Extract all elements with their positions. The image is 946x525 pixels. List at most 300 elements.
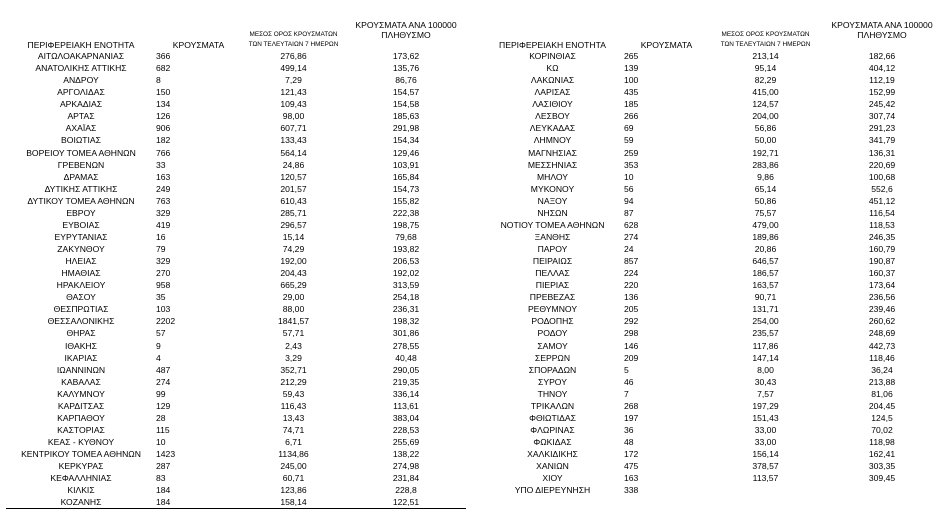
- cases-cell: 115: [156, 424, 170, 435]
- region-name-cell: ΒΟΡΕΙΟΥ ΤΟΜΕΑ ΑΘΗΝΩΝ: [26, 147, 136, 158]
- table-row: [481, 159, 942, 171]
- region-name-cell: ΠΙΕΡΙΑΣ: [535, 280, 570, 291]
- table-row: [481, 279, 942, 291]
- region-name-cell: ΠΡΕΒΕΖΑΣ: [529, 292, 576, 303]
- rate-per-100k-cell: 124,5: [871, 412, 893, 423]
- avg-7day-cell: 74,71: [282, 424, 305, 435]
- cases-cell: 287: [156, 461, 171, 472]
- cases-cell: 46: [624, 376, 634, 387]
- cases-cell: 103: [156, 304, 171, 315]
- rate-per-100k-cell: 239,46: [868, 304, 896, 315]
- rate-per-100k-cell: 155,82: [392, 195, 420, 206]
- cases-cell: 16: [156, 231, 166, 242]
- rate-per-100k-cell: 404,12: [868, 63, 896, 74]
- cases-cell: 9: [156, 340, 161, 351]
- avg-7day-cell: 378,57: [752, 461, 779, 472]
- region-name-cell: ΘΗΡΑΣ: [66, 328, 96, 339]
- rate-per-100k-cell: 154,57: [392, 87, 420, 98]
- table-row: [6, 291, 466, 303]
- avg-7day-cell: 7,29: [285, 75, 302, 86]
- region-name-cell: ΜΕΣΣΗΝΙΑΣ: [527, 159, 578, 170]
- table-row: [6, 255, 466, 267]
- region-name-cell: ΝΟΤΙΟΥ ΤΟΜΕΑ ΑΘΗΝΩΝ: [500, 219, 605, 230]
- region-name-cell: ΦΛΩΡΙΝΑΣ: [530, 424, 575, 435]
- region-name-cell: ΚΙΛΚΙΣ: [67, 485, 95, 496]
- region-name-cell: ΤΗΝΟΥ: [537, 388, 568, 399]
- rate-per-100k-cell: 442,73: [868, 340, 896, 351]
- avg-header-line1: ΜΕΣΟΣ ΟΡΟΣ ΚΡΟΥΣΜΑΤΩΝ: [249, 31, 338, 38]
- table-row: [481, 340, 942, 352]
- region-name-cell: ΚΟΖΑΝΗΣ: [6, 496, 156, 509]
- avg-7day-cell: 116,43: [280, 400, 307, 411]
- rate-per-100k-cell: 213,88: [868, 376, 896, 387]
- table-row: [6, 134, 466, 146]
- avg-7day-cell: 1134,86: [278, 449, 309, 460]
- cases-cell: 35: [156, 292, 166, 303]
- cases-cell: 292: [624, 316, 639, 327]
- cases-cell: 99: [156, 388, 166, 399]
- rate-per-100k-cell: 290,05: [392, 364, 420, 375]
- table-row: [481, 195, 942, 207]
- cases-cell: 10: [624, 171, 634, 182]
- region-name-cell: ΧΑΝΙΩΝ: [536, 461, 569, 472]
- cases-cell: 487: [156, 364, 171, 375]
- avg-7day-cell: 186,57: [752, 268, 779, 279]
- cases-cell: 197: [624, 412, 639, 423]
- rate-per-100k-cell: 255,69: [392, 437, 420, 448]
- cases-cell: 184: [156, 496, 241, 509]
- rate-per-100k-cell: 36,24: [871, 364, 893, 375]
- cases-cell: 8: [156, 75, 161, 86]
- avg-7day-cell: 95,14: [754, 63, 777, 74]
- rate-per-100k-cell: 291,98: [392, 123, 420, 134]
- region-name-cell: ΚΑΒΑΛΑΣ: [61, 376, 101, 387]
- avg-7day-cell: 254,00: [752, 316, 779, 327]
- avg-7day-cell: 90,71: [754, 292, 777, 303]
- rate-per-100k-cell: 341,79: [868, 135, 896, 146]
- rate-per-100k-cell: 118,53: [869, 219, 895, 230]
- table-row: [6, 400, 466, 412]
- cases-column-header: ΚΡΟΥΣΜΑΤΑ: [172, 40, 225, 50]
- cases-cell: 24: [624, 244, 634, 255]
- avg-7day-cell: 121,43: [280, 87, 307, 98]
- avg-7day-cell: 276,86: [280, 51, 307, 62]
- region-name-cell: ΞΑΝΘΗΣ: [534, 231, 571, 242]
- rate-per-100k-cell: 185,63: [392, 111, 420, 122]
- region-name-cell: ΑΡΚΑΔΙΑΣ: [59, 99, 103, 110]
- cases-cell: 163: [624, 473, 639, 484]
- region-name-cell: ΑΙΤΩΛΟΑΚΑΡΝΑΝΙΑΣ: [37, 51, 125, 62]
- avg-7day-cell: 124,57: [752, 99, 779, 110]
- cases-cell: 338: [624, 485, 639, 496]
- table-row: [481, 98, 942, 110]
- cases-cell: 857: [624, 256, 639, 267]
- table-row: [481, 207, 942, 219]
- cases-cell: 69: [624, 123, 634, 134]
- table-row: [481, 231, 942, 243]
- cases-cell: 329: [156, 256, 171, 267]
- table-row: [6, 50, 466, 62]
- table-row: [481, 255, 942, 267]
- region-name-cell: ΦΘΙΩΤΙΔΑΣ: [529, 412, 576, 423]
- avg-7day-cell: 163,57: [752, 280, 779, 291]
- rate-per-100k-cell: 136,31: [868, 147, 896, 158]
- region-name-cell: ΚΟΡΙΝΘΙΑΣ: [529, 51, 576, 62]
- rate-header-line1: ΚΡΟΥΣΜΑΤΑ ΑΝΑ 100000: [831, 20, 933, 30]
- cases-cell: 220: [624, 280, 639, 291]
- rate-per-100k-cell: 220,69: [868, 159, 896, 170]
- rate-per-100k-cell: 254,18: [392, 292, 420, 303]
- table-row: [481, 110, 942, 122]
- cases-cell: 682: [156, 63, 171, 74]
- avg-7day-cell: 610,43: [280, 195, 307, 206]
- rate-per-100k-cell: 222,38: [392, 207, 420, 218]
- cases-cell: 56: [624, 183, 634, 194]
- region-name-cell: ΣΑΜΟΥ: [537, 340, 568, 351]
- cases-cell: 209: [624, 352, 639, 363]
- avg-7day-cell: 109,43: [280, 99, 307, 110]
- table-row: [481, 412, 942, 424]
- cases-cell: 266: [624, 111, 639, 122]
- region-name-cell: ΔΡΑΜΑΣ: [63, 171, 99, 182]
- region-name-cell: ΑΡΤΑΣ: [67, 111, 95, 122]
- table-row: [6, 195, 466, 207]
- cases-cell: 2202: [156, 316, 176, 327]
- cases-cell: 475: [624, 461, 639, 472]
- table-row: [481, 134, 942, 146]
- avg-7day-cell: 29,00: [282, 292, 305, 303]
- avg-7day-cell: 33,00: [754, 437, 777, 448]
- avg-7day-cell: 204,43: [280, 268, 307, 279]
- cases-cell: 48: [624, 437, 634, 448]
- cases-cell: 163: [156, 171, 171, 182]
- avg-7day-cell: 201,57: [280, 183, 307, 194]
- table-row: [481, 400, 942, 412]
- region-name-cell: ΡΟΔΟΥ: [537, 328, 568, 339]
- rate-per-100k-cell: 206,53: [392, 256, 420, 267]
- avg-7day-column-header: [241, 0, 346, 50]
- avg-7day-cell: 213,14: [752, 51, 779, 62]
- table-row: [6, 315, 466, 327]
- avg-7day-cell: 189,86: [752, 231, 779, 242]
- avg-header-line2: ΤΩΝ ΤΕΛΕΥΤΑΙΩΝ 7 ΗΜΕΡΩΝ: [248, 41, 339, 48]
- cases-column-header: ΚΡΟΥΣΜΑΤΑ: [640, 40, 693, 50]
- avg-7day-cell: 117,86: [752, 340, 779, 351]
- region-name-cell: ΗΛΕΙΑΣ: [65, 256, 97, 267]
- rate-per-100k-cell: 246,35: [868, 231, 896, 242]
- rate-per-100k-cell: 118,98: [869, 437, 895, 448]
- rate-per-100k-cell: 173,64: [868, 280, 896, 291]
- avg-7day-cell: 245,00: [280, 461, 307, 472]
- rate-per-100k-cell: 245,42: [868, 99, 896, 110]
- left-table-header: [6, 0, 466, 50]
- cases-cell: 259: [624, 147, 639, 158]
- region-name-cell: ΘΕΣΣΑΛΟΝΙΚΗΣ: [47, 316, 115, 327]
- rate-per-100k-cell: 236,31: [392, 304, 420, 315]
- rate-per-100k-cell: 70,02: [871, 424, 893, 435]
- table-row: [481, 436, 942, 448]
- avg-7day-cell: 158,14: [241, 496, 346, 509]
- table-row: [6, 74, 466, 86]
- rate-per-100k-cell: 190,87: [868, 256, 896, 267]
- region-name-cell: ΔΥΤΙΚΟΥ ΤΟΜΕΑ ΑΘΗΝΩΝ: [27, 195, 135, 206]
- rate-per-100k-cell: 79,68: [395, 231, 417, 242]
- rate-per-100k-cell: 274,98: [392, 461, 420, 472]
- table-row: [481, 460, 942, 472]
- table-row: [481, 86, 942, 98]
- rate-per-100k-cell: 309,45: [868, 473, 896, 484]
- rate-per-100k-cell: 204,45: [868, 400, 896, 411]
- table-row: [481, 388, 942, 400]
- cases-cell: 298: [624, 328, 639, 339]
- avg-7day-cell: 13,43: [282, 412, 305, 423]
- rate-per-100k-cell: 451,12: [868, 195, 896, 206]
- rate-per-100k-cell: 129,46: [392, 147, 420, 158]
- avg-7day-cell: 88,00: [282, 304, 305, 315]
- avg-7day-cell: 56,86: [754, 123, 777, 134]
- avg-7day-cell: 1841,57: [277, 316, 310, 327]
- table-row: [6, 460, 466, 472]
- rate-per-100k-cell: 165,84: [392, 171, 420, 182]
- table-row: [6, 110, 466, 122]
- rate-per-100k-cell: 173,62: [392, 51, 420, 62]
- cases-cell: 59: [624, 135, 634, 146]
- region-name-cell: ΚΕΦΑΛΛΗΝΙΑΣ: [50, 473, 112, 484]
- region-name-cell: ΥΠΟ ΔΙΕΡΕΥΝΗΣΗ: [514, 485, 591, 496]
- rate-per-100k-cell: 81,06: [871, 388, 893, 399]
- rate-per-100k-cell: 113,61: [393, 400, 419, 411]
- cases-cell: 270: [156, 268, 171, 279]
- avg-7day-cell: 479,00: [752, 219, 779, 230]
- table-row: [6, 159, 466, 171]
- cases-cell: 766: [156, 147, 171, 158]
- rate-per-100k-cell: 248,69: [868, 328, 896, 339]
- avg-7day-cell: [709, 484, 822, 496]
- avg-7day-cell: 352,71: [280, 364, 307, 375]
- region-name-cell: ΗΡΑΚΛΕΙΟΥ: [56, 280, 106, 291]
- table-row: [6, 376, 466, 388]
- table-row: [481, 291, 942, 303]
- table-row: [481, 376, 942, 388]
- region-name-cell: ΚΑΣΤΟΡΙΑΣ: [57, 424, 105, 435]
- region-name-cell: ΡΕΘΥΜΝΟΥ: [527, 304, 578, 315]
- rate-header-line2: ΠΛΗΘΥΣΜΟ: [857, 30, 907, 40]
- table-row: [481, 243, 942, 255]
- rate-per-100k-cell: 160,37: [868, 268, 896, 279]
- avg-7day-cell: 607,71: [280, 123, 307, 134]
- avg-7day-cell: 2,43: [285, 340, 302, 351]
- rate-per-100k-cell: 100,68: [868, 171, 896, 182]
- avg-7day-cell: 646,57: [752, 256, 779, 267]
- rate-per-100k-cell: 122,51: [346, 496, 466, 509]
- region-name-cell: ΜΑΓΝΗΣΙΑΣ: [528, 147, 577, 158]
- avg-7day-cell: 9,86: [757, 171, 774, 182]
- table-row: [6, 147, 466, 159]
- avg-7day-cell: 499,14: [280, 63, 307, 74]
- rate-per-100k-cell: 193,82: [392, 244, 420, 255]
- left-table-body: [6, 50, 466, 509]
- rate-per-100k-cell: 198,75: [392, 219, 420, 230]
- cases-cell: 1423: [156, 449, 176, 460]
- rate-per-100k-cell: 162,41: [868, 449, 896, 460]
- avg-7day-cell: 147,14: [752, 352, 779, 363]
- region-name-cell: ΠΕΛΛΑΣ: [535, 268, 570, 279]
- table-row: [481, 303, 942, 315]
- cases-cell: 366: [156, 51, 171, 62]
- table-row: [481, 327, 942, 339]
- cases-cell: 274: [624, 231, 639, 242]
- cases-cell: 353: [624, 159, 639, 170]
- avg-7day-cell: 24,86: [282, 159, 305, 170]
- cases-cell: 185: [624, 99, 639, 110]
- rate-per-100k-cell: 135,76: [392, 63, 420, 74]
- table-row: [481, 50, 942, 62]
- table-row: [481, 74, 942, 86]
- rate-per-100k-cell: 192,02: [392, 268, 420, 279]
- rate-per-100k-cell: 336,14: [392, 388, 420, 399]
- region-name-cell: ΛΗΜΝΟΥ: [533, 135, 572, 146]
- cases-cell: 419: [156, 219, 171, 230]
- cases-cell: 268: [624, 400, 639, 411]
- cases-cell: 57: [156, 328, 166, 339]
- right-table-body: [481, 50, 942, 496]
- region-name-cell: ΕΒΡΟΥ: [66, 207, 96, 218]
- region-name-cell: ΝΗΣΩΝ: [537, 207, 568, 218]
- table-row: [481, 315, 942, 327]
- table-row: [6, 183, 466, 195]
- rate-header-line2: ΠΛΗΘΥΣΜΟ: [381, 30, 431, 40]
- table-row: [6, 352, 466, 364]
- table-row: [6, 267, 466, 279]
- region-name-cell: ΛΕΥΚΑΔΑΣ: [529, 123, 576, 134]
- cases-cell: 958: [156, 280, 171, 291]
- region-name-cell: ΛΑΚΩΝΙΑΣ: [530, 75, 575, 86]
- avg-7day-column-header: [709, 0, 822, 50]
- table-row: [6, 484, 466, 496]
- avg-7day-cell: 192,71: [752, 147, 779, 158]
- right-cases-table: [481, 0, 942, 496]
- cases-cell: 94: [624, 195, 634, 206]
- rate-per-100k-cell: 219,35: [392, 376, 420, 387]
- table-row: [6, 86, 466, 98]
- table-row: [481, 147, 942, 159]
- right-table-header: [481, 0, 942, 50]
- rate-per-100k-cell: 154,73: [392, 183, 420, 194]
- rate-per-100k-cell: 138,22: [392, 449, 420, 460]
- rate-per-100k-cell: 40,48: [395, 352, 417, 363]
- region-name-cell: ΕΥΒΟΙΑΣ: [62, 219, 100, 230]
- rate-per-100k-column-header: [346, 0, 466, 50]
- rate-per-100k-cell: 303,35: [868, 461, 896, 472]
- cases-cell: 274: [156, 376, 171, 387]
- region-name-cell: ΝΑΞΟΥ: [537, 195, 568, 206]
- avg-7day-cell: 156,14: [752, 449, 779, 460]
- table-row: [6, 62, 466, 74]
- region-name-cell: ΓΡΕΒΕΝΩΝ: [57, 159, 105, 170]
- cases-cell: 7: [624, 388, 629, 399]
- region-name-cell: ΚΑΡΠΑΘΟΥ: [57, 412, 105, 423]
- avg-7day-cell: 133,43: [280, 135, 307, 146]
- table-row: [6, 472, 466, 484]
- region-name-cell: ΚΕΝΤΡΙΚΟΥ ΤΟΜΕΑ ΑΘΗΝΩΝ: [21, 449, 141, 460]
- avg-7day-cell: 235,57: [752, 328, 779, 339]
- region-name-cell: ΣΕΡΡΩΝ: [534, 352, 571, 363]
- cases-cell: 28: [156, 412, 166, 423]
- avg-7day-cell: 75,57: [754, 207, 777, 218]
- table-row: [481, 122, 942, 134]
- region-name-cell: ΗΜΑΘΙΑΣ: [61, 268, 101, 279]
- rate-per-100k-cell: [822, 484, 942, 496]
- rate-per-100k-cell: 116,54: [869, 207, 895, 218]
- cases-cell: 146: [624, 340, 639, 351]
- table-row: [6, 436, 466, 448]
- rate-per-100k-cell: 182,66: [868, 51, 896, 62]
- avg-7day-cell: 285,71: [280, 207, 307, 218]
- region-name-cell: ΠΕΙΡΑΙΩΣ: [532, 256, 573, 267]
- region-name-cell: ΑΝΑΤΟΛΙΚΗΣ ΑΤΤΙΚΗΣ: [35, 63, 127, 74]
- rate-per-100k-cell: 260,62: [868, 316, 896, 327]
- avg-7day-cell: 197,29: [752, 400, 779, 411]
- rate-per-100k-cell: 236,56: [868, 292, 896, 303]
- table-row: [6, 388, 466, 400]
- avg-7day-cell: 665,29: [280, 280, 307, 291]
- table-row: [481, 267, 942, 279]
- region-name-cell: ΛΑΡΙΣΑΣ: [534, 87, 571, 98]
- avg-7day-cell: 192,00: [280, 256, 307, 267]
- rate-per-100k-cell: 228,8: [395, 485, 417, 496]
- rate-per-100k-column-header: [822, 0, 942, 50]
- region-column-header: ΠΕΡΙΦΕΡΕΙΑΚΗ ΕΝΟΤΗΤΑ: [27, 40, 135, 50]
- cases-cell: 265: [624, 51, 639, 62]
- avg-7day-cell: 204,00: [752, 111, 779, 122]
- region-name-cell: ΚΕΑΣ - ΚΥΘΝΟΥ: [47, 437, 115, 448]
- cases-cell: 83: [156, 473, 166, 484]
- rate-per-100k-cell: 154,34: [392, 135, 420, 146]
- region-name-cell: ΘΑΣΟΥ: [66, 292, 96, 303]
- region-name-cell: ΡΟΔΟΠΗΣ: [531, 316, 574, 327]
- rate-per-100k-cell: 160,79: [868, 244, 896, 255]
- table-row: [6, 279, 466, 291]
- cases-cell: 150: [156, 87, 171, 98]
- table-row: [481, 448, 942, 460]
- avg-7day-cell: 20,86: [754, 244, 777, 255]
- rate-per-100k-cell: 313,59: [392, 280, 420, 291]
- avg-7day-cell: 7,57: [757, 388, 774, 399]
- cases-cell: 172: [624, 449, 639, 460]
- region-name-cell: ΧΙΟΥ: [542, 473, 563, 484]
- rate-per-100k-cell: 301,86: [392, 328, 420, 339]
- table-row: [481, 484, 942, 496]
- avg-7day-cell: 123,86: [280, 485, 307, 496]
- avg-7day-cell: 33,00: [754, 424, 777, 435]
- rate-per-100k-cell: 154,58: [392, 99, 420, 110]
- region-name-cell: ΑΧΑΪΑΣ: [65, 123, 97, 134]
- cases-cell: 139: [624, 63, 639, 74]
- table-row: [481, 171, 942, 183]
- rate-per-100k-cell: 552,6: [871, 183, 893, 194]
- cases-cell: 906: [156, 123, 171, 134]
- region-name-cell: ΔΥΤΙΚΗΣ ΑΤΤΙΚΗΣ: [44, 183, 118, 194]
- region-name-cell: ΙΚΑΡΙΑΣ: [64, 352, 98, 363]
- cases-cell: 5: [624, 364, 629, 375]
- rate-per-100k-cell: 118,46: [869, 352, 895, 363]
- table-row: [6, 327, 466, 339]
- cases-cell: 134: [156, 99, 171, 110]
- avg-7day-cell: 6,71: [285, 437, 302, 448]
- cases-cell: 182: [156, 135, 171, 146]
- region-name-cell: ΣΠΟΡΑΔΩΝ: [528, 364, 577, 375]
- region-name-cell: ΣΥΡΟΥ: [538, 376, 567, 387]
